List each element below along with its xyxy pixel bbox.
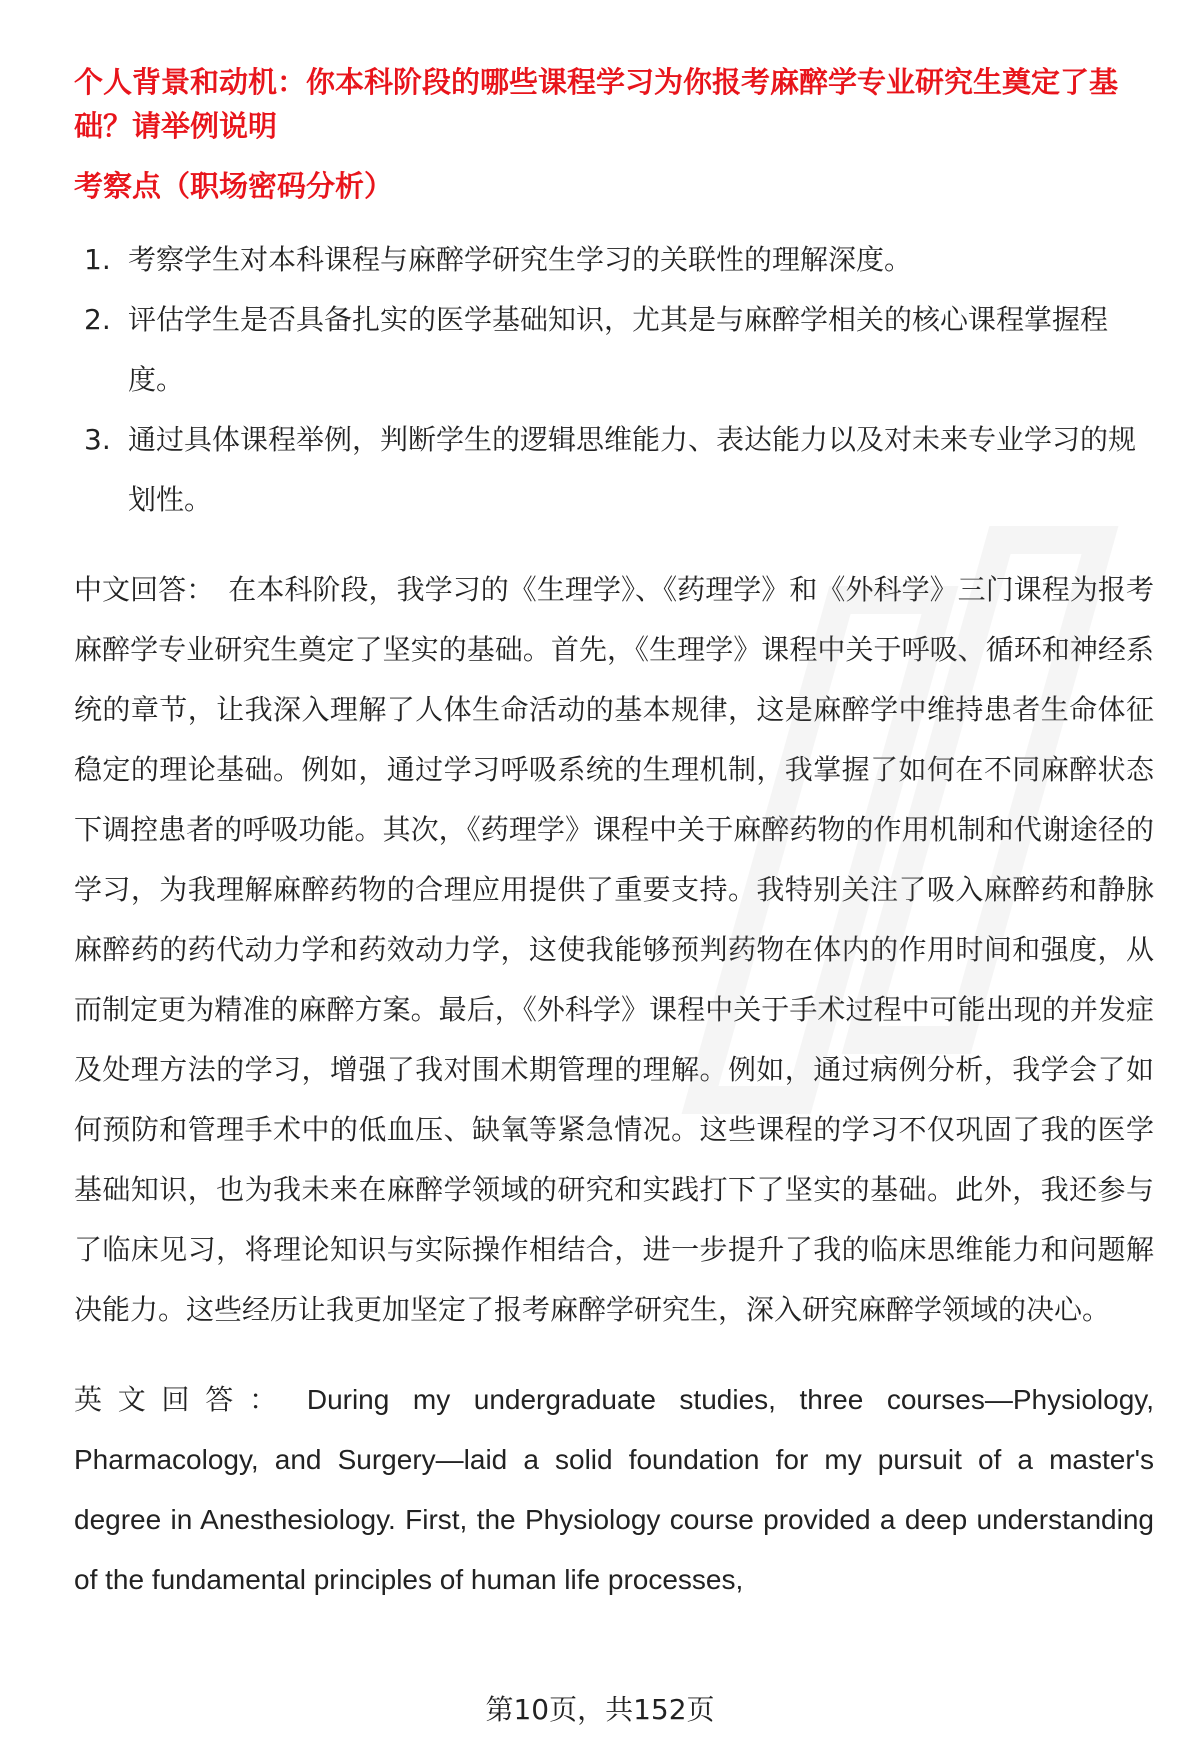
- exam-point-item: [74, 290, 1154, 410]
- exam-point-number: 1.: [84, 243, 111, 276]
- exam-point-number: 3.: [84, 423, 111, 456]
- english-answer: [74, 1370, 1154, 1610]
- page-number-footer: 第10页，共152页: [485, 1693, 715, 1726]
- exam-points-list: [74, 230, 1154, 530]
- english-answer-text: During my undergraduate studies, three courses—Physiology, Pharmacology, and Surgery—laid a solid foundation for my pursuit of a master's degree in Anesthesiology. First, the Physiology course provided a deep understanding of the fundamental principles of human life processes,: [74, 1384, 1154, 1595]
- chinese-answer: [74, 560, 1154, 1340]
- exam-point-text: 评估学生是否具备扎实的医学基础知识，尤其是与麻醉学相关的核心课程掌握程度。: [128, 303, 1109, 396]
- chinese-answer-label: 中文回答：: [74, 573, 215, 606]
- exam-point-number: 2.: [84, 303, 111, 336]
- exam-point-text: 通过具体课程举例，判断学生的逻辑思维能力、表达能力以及对未来专业学习的规划性。: [128, 423, 1137, 516]
- chinese-answer-text: 在本科阶段，我学习的《生理学》、《药理学》和《外科学》三门课程为报考麻醉学专业研究生奠定了坚实的基础。首先，《生理学》课程中关于呼吸、循环和神经系统的章节，让我深入理解了人体生命活动的基本规律，这是麻醉学中维持患者生命体征稳定的理论基础。例如，通过学习呼吸系统的生理机制，我掌握了如何在不同麻醉状态下调控患者的呼吸功能。其次，《药理学》课程中关于麻醉药物的作用机制和代谢途径的学习，为我理解麻醉药物的合理应用提供了重要支持。我特别关注了吸入麻醉药和静脉麻醉药的药代动力学和药效动力学，这使我能够预判药物在体内的作用时间和强度，从而制定更为精准的麻醉方案。最后，《外科学》课程中关于手术过程中可能出现的并发症及处理方法的学习，增强了我对围术期管理的理解。例如，通过病例分析，我学会了如何预防和管理手术中的低血压、缺氧等紧急情况。这些课程的学习不仅巩固了我的医学基础知识，也为我未来在麻醉学领域的研究和实践打下了坚实的基础。此外，我还参与了临床见习，将理论知识与实际操作相结合，进一步提升了我的临床思维能力和问题解决能力。这些经历让我更加坚定了报考麻醉学研究生，深入研究麻醉学领域的决心。: [74, 573, 1154, 1326]
- document-page: [74, 60, 1154, 1610]
- english-answer-label: 英文回答：: [74, 1384, 293, 1415]
- question-heading: 个人背景和动机：你本科阶段的哪些课程学习为你报考麻醉学专业研究生奠定了基础？请举例说明: [74, 65, 1119, 143]
- exam-point-item: [74, 230, 1154, 290]
- exam-point-item: [74, 410, 1154, 530]
- exam-point-text: 考察学生对本科课程与麻醉学研究生学习的关联性的理解深度。: [128, 243, 913, 276]
- exam-points-title: 考察点（职场密码分析）: [74, 169, 394, 203]
